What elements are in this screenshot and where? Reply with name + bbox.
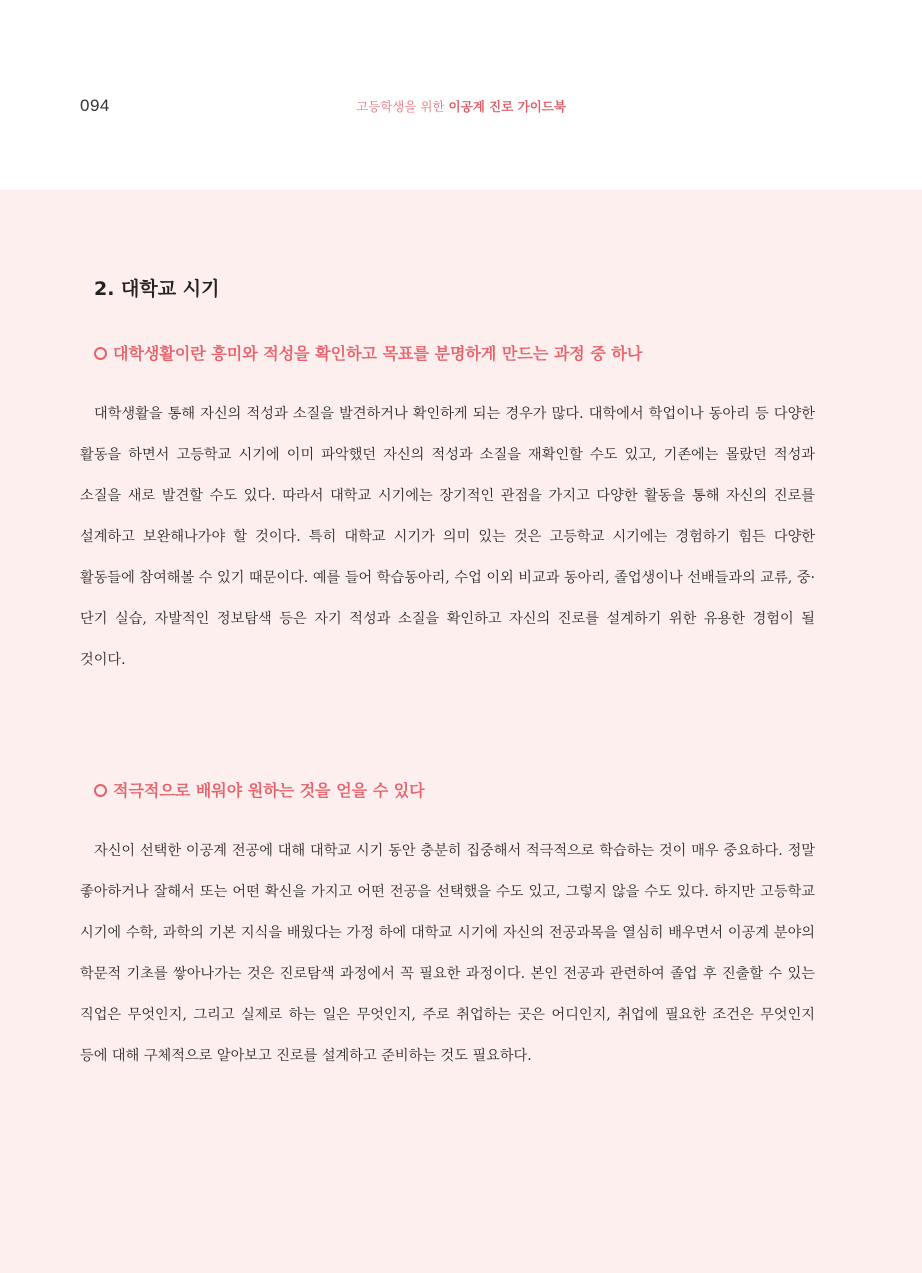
page-number: 094 (80, 96, 110, 115)
running-title (0, 97, 922, 115)
running-title-book-name: 이공계 진로 가이드북 (448, 99, 566, 114)
running-title-prefix: 고등학생을 위한 (356, 99, 449, 114)
paragraph-1: 대학생활을 통해 자신의 적성과 소질을 발견하거나 확인하게 되는 경우가 많다. 대학에서 학업이나 동아리 등 다양한 활동을 하면서 고등학교 시기에 이미 파악했던 자신의 적성과 소질을 재확인할 수도 있고, 기존에는 몰랐던 적성과 소질을 새로 발견할 수도 있다. 따라서 대학교 시기에는 장기적인 관점을 가지고 다양한 활동을 통해 자신의 진로를 설계하고 보완해나가야 할 것이다. 특히 대학교 시기가 의미 있는 것은 고등학교 시기에는 경험하기 힘든 다양한 활동들에 참여해볼 수 있기 때문이다. 예를 들어 학습동아리, 수업 이외 비교과 동아리, 졸업생이나 선배들과의 교류, 중·단기 실습, 자발적인 정보탐색 등은 자기 적성과 소질을 확인하고 자신의 진로를 설계하기 위한 유용한 경험이 될 것이다. (80, 406, 816, 668)
circle-bullet-icon (94, 347, 107, 360)
sub-heading-1-text: 대학생활이란 흥미와 적성을 확인하고 목표를 분명하게 만드는 과정 중 하나 (113, 344, 643, 363)
paragraph-2: 자신이 선택한 이공계 전공에 대해 대학교 시기 동안 충분히 집중해서 적극적으로 학습하는 것이 매우 중요하다. 정말 좋아하거나 잘해서 또는 어떤 확신을 가지고 어떤 전공을 선택했을 수도 있고, 그렇지 않을 수도 있다. 하지만 고등학교 시기에 수학, 과학의 기본 지식을 배웠다는 가정 하에 대학교 시기에 자신의 전공과목을 열심히 배우면서 이공계 분야의 학문적 기초를 쌓아나가는 것은 진로탐색 과정에서 꼭 필요한 과정이다. 본인 전공과 관련하여 졸업 후 진출할 수 있는 직업은 무엇인지, 그리고 실제로 하는 일은 무엇인지, 주로 취업하는 곳은 어디인지, 취업에 필요한 조건은 무엇인지 등에 대해 구체적으로 알아보고 진로를 설계하고 준비하는 것도 필요하다. (80, 843, 815, 1064)
content-panel (0, 190, 922, 1273)
sub-heading-2 (94, 778, 425, 801)
sub-heading-2-text: 적극적으로 배워야 원하는 것을 얻을 수 있다 (113, 781, 425, 800)
sub-heading-1 (94, 341, 642, 364)
circle-bullet-icon (94, 784, 107, 797)
section-title: 2. 대학교 시기 (94, 278, 220, 300)
page-header (0, 0, 922, 190)
